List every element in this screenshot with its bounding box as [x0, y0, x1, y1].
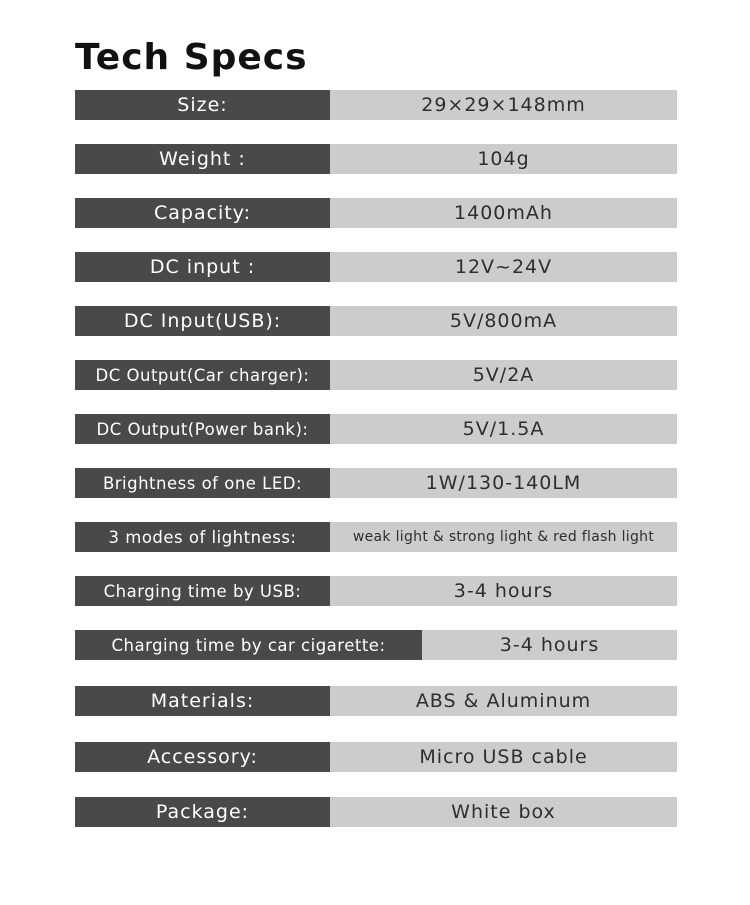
spec-label: DC input :: [75, 252, 330, 282]
spec-row-dc-output-car: [75, 360, 677, 390]
spec-value: White box: [330, 797, 677, 827]
spec-value: 5V/800mA: [330, 306, 677, 336]
spec-label: DC Input(USB):: [75, 306, 330, 336]
spec-row-charging-car: [75, 630, 677, 660]
spec-row-dc-output-powerbank: [75, 414, 677, 444]
spec-label: DC Output(Car charger):: [75, 360, 330, 390]
spec-value: 3-4 hours: [422, 630, 677, 660]
spec-row-weight: [75, 144, 677, 174]
spec-value: ABS & Aluminum: [330, 686, 677, 716]
page-title: Tech Specs: [75, 37, 308, 78]
spec-label: DC Output(Power bank):: [75, 414, 330, 444]
spec-value: 29×29×148mm: [330, 90, 677, 120]
spec-label: Brightness of one LED:: [75, 468, 330, 498]
spec-row-charging-usb: [75, 576, 677, 606]
spec-row-capacity: [75, 198, 677, 228]
spec-value: 104g: [330, 144, 677, 174]
spec-row-materials: [75, 686, 677, 716]
spec-value: 5V/1.5A: [330, 414, 677, 444]
spec-label: 3 modes of lightness:: [75, 522, 330, 552]
spec-row-dc-input: [75, 252, 677, 282]
spec-row-brightness: [75, 468, 677, 498]
spec-label: Capacity:: [75, 198, 330, 228]
spec-label: Charging time by USB:: [75, 576, 330, 606]
spec-value: 1400mAh: [330, 198, 677, 228]
spec-label: Package:: [75, 797, 330, 827]
spec-row-accessory: [75, 742, 677, 772]
spec-value: 5V/2A: [330, 360, 677, 390]
spec-value: 1W/130-140LM: [330, 468, 677, 498]
spec-label: Materials:: [75, 686, 330, 716]
spec-row-modes: [75, 522, 677, 552]
spec-label: Weight :: [75, 144, 330, 174]
spec-row-package: [75, 797, 677, 827]
spec-value: 3-4 hours: [330, 576, 677, 606]
spec-row-size: [75, 90, 677, 120]
spec-label: Size:: [75, 90, 330, 120]
spec-label: Charging time by car cigarette:: [75, 630, 422, 660]
spec-label: Accessory:: [75, 742, 330, 772]
spec-value: weak light & strong light & red flash light: [330, 522, 677, 552]
spec-row-dc-input-usb: [75, 306, 677, 336]
spec-value: Micro USB cable: [330, 742, 677, 772]
spec-value: 12V~24V: [330, 252, 677, 282]
